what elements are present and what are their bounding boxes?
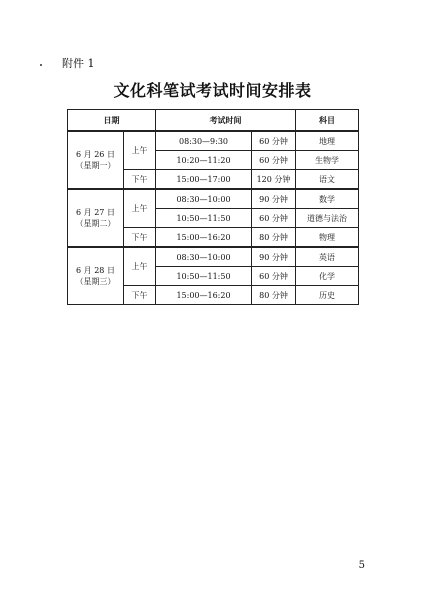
period-cell: 下午	[124, 286, 156, 305]
period-cell: 上午	[124, 131, 156, 170]
duration-cell: 90 分钟	[252, 189, 296, 209]
page-number: 5	[358, 560, 365, 571]
weekday-text: （星期三）	[75, 277, 116, 286]
period-cell: 下午	[124, 170, 156, 190]
period-cell: 下午	[124, 228, 156, 248]
document-title: 文化科笔试考试时间安排表	[113, 81, 312, 100]
duration-cell: 60 分钟	[252, 151, 296, 170]
duration-cell: 60 分钟	[252, 267, 296, 286]
period-cell: 上午	[124, 247, 156, 286]
subject-cell: 地理	[296, 131, 359, 151]
subject-cell: 物理	[296, 228, 359, 248]
time-cell: 08:30—10:00	[156, 189, 252, 209]
time-cell: 10:50—11:50	[156, 209, 252, 228]
subject-cell: 道德与法治	[296, 209, 359, 228]
subject-cell: 语文	[296, 170, 359, 190]
time-cell: 15:00—16:20	[156, 228, 252, 248]
scan-speck	[40, 64, 42, 66]
weekday-text: （星期二）	[75, 219, 116, 228]
duration-cell: 90 分钟	[252, 247, 296, 267]
time-cell: 08:30—9:30	[156, 131, 252, 151]
header-date: 日期	[68, 110, 156, 132]
date-cell	[68, 131, 124, 189]
date-text: 6 月 26 日	[76, 150, 115, 159]
duration-cell: 120 分钟	[252, 170, 296, 190]
time-cell: 10:50—11:50	[156, 267, 252, 286]
table-row	[68, 247, 359, 267]
table-row	[68, 189, 359, 209]
subject-cell: 生物学	[296, 151, 359, 170]
table-header-row	[68, 110, 359, 132]
date-cell	[68, 189, 124, 247]
duration-cell: 80 分钟	[252, 286, 296, 305]
table-row	[68, 131, 359, 151]
date-text: 6 月 27 日	[76, 208, 115, 217]
time-cell: 08:30—10:00	[156, 247, 252, 267]
duration-cell: 80 分钟	[252, 228, 296, 248]
header-exam-time: 考试时间	[156, 110, 296, 132]
subject-cell: 历史	[296, 286, 359, 305]
period-cell: 上午	[124, 189, 156, 228]
exam-schedule-table	[67, 109, 359, 305]
date-text: 6 月 28 日	[76, 266, 115, 275]
time-cell: 10:20—11:20	[156, 151, 252, 170]
duration-cell: 60 分钟	[252, 209, 296, 228]
attachment-label: 附件 1	[62, 57, 95, 70]
date-cell	[68, 247, 124, 305]
weekday-text: （星期一）	[75, 161, 116, 170]
duration-cell: 60 分钟	[252, 131, 296, 151]
time-cell: 15:00—17:00	[156, 170, 252, 190]
subject-cell: 化学	[296, 267, 359, 286]
header-subject: 科目	[296, 110, 359, 132]
time-cell: 15:00—16:20	[156, 286, 252, 305]
subject-cell: 数学	[296, 189, 359, 209]
subject-cell: 英语	[296, 247, 359, 267]
